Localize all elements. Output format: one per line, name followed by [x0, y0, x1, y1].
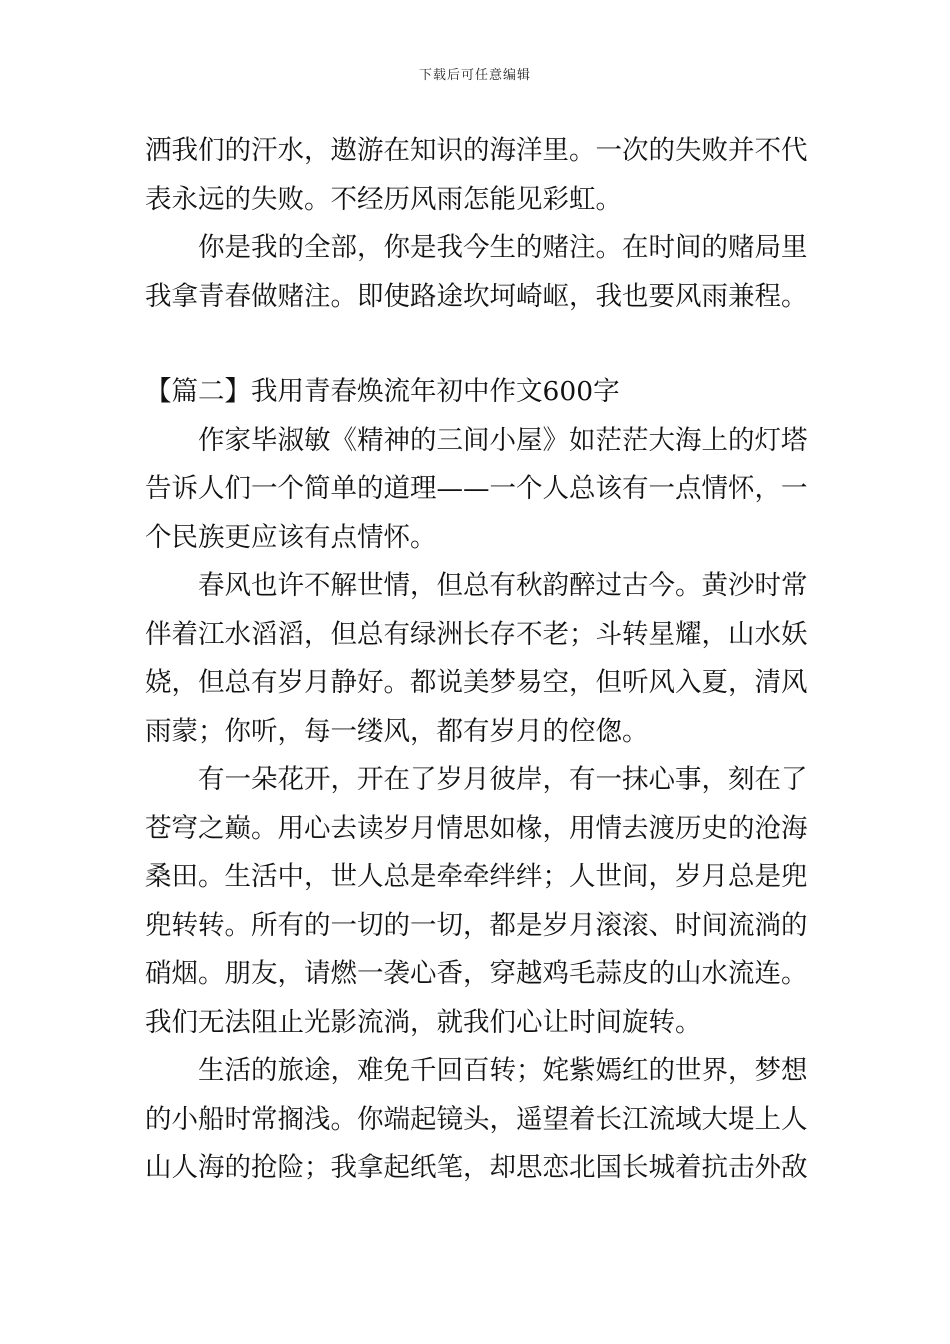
section-gap: [145, 321, 807, 368]
text-line: 作家毕淑敏《精神的三间小屋》如茫茫大海上的灯塔: [198, 424, 807, 456]
paragraph: [145, 224, 807, 321]
text-line: 苍穹之巅。用心去读岁月情思如椽，用情去渡历史的沧海: [145, 812, 807, 844]
paragraph: [145, 562, 807, 756]
text-line: 洒我们的汗水，遨游在知识的海洋里。一次的失败并不代: [145, 135, 807, 166]
text-line: 桑田。生活中，世人总是牵牵绊绊；人世间，岁月总是兜: [145, 861, 807, 892]
header-note: 下载后可任意编辑: [418, 68, 531, 83]
text-line: 娆，但总有岁月静好。都说美梦易空，但听风入夏，清风: [145, 667, 807, 698]
text-line: 告诉人们一个简单的道理——一个人总该有一点情怀，一: [145, 473, 807, 504]
text-line: 春风也许不解世情，但总有秋韵醉过古今。黄沙时常: [198, 570, 807, 601]
text-line: 我拿青春做赌注。即使路途坎坷崎岖，我也要风雨兼程。: [145, 280, 807, 312]
paragraph-continuation: [145, 127, 807, 224]
heading-line: 【篇二】我用青春焕流年初中作文600字: [145, 376, 620, 407]
text-line: 生活的旅途，难免千回百转；姹紫嫣红的世界，梦想: [198, 1055, 807, 1086]
paragraph: [145, 417, 807, 563]
text-line: 硝烟。朋友，请燃一袭心香，穿越鸡毛蒜皮的山水流连。: [145, 958, 807, 989]
text-line: 山人海的抢险；我拿起纸笔，却思恋北国长城着抗击外敌: [145, 1152, 807, 1183]
text-line: 表永远的失败。不经历风雨怎能见彩虹。: [145, 183, 622, 215]
text-line: 雨蒙；你听，每一缕风，都有岁月的倥偬。: [145, 715, 649, 747]
text-line: 我们无法阻止光影流淌，就我们心让时间旋转。: [145, 1006, 702, 1038]
text-line: 伴着江水滔滔，但总有绿洲长存不老；斗转星耀，山水妖: [145, 618, 807, 650]
document-body: [145, 127, 807, 1193]
paragraph: [145, 756, 807, 1047]
text-line: 你是我的全部，你是我今生的赌注。在时间的赌局里: [198, 232, 807, 263]
text-line: 兜转转。所有的一切的一切，都是岁月滚滚、时间流淌的: [145, 909, 807, 941]
section-heading: [145, 368, 807, 417]
text-line: 有一朵花开，开在了岁月彼岸，有一抹心事，刻在了: [198, 764, 807, 795]
text-line: 的小船时常搁浅。你端起镜头，遥望着长江流域大堤上人: [145, 1103, 807, 1135]
text-line: 个民族更应该有点情怀。: [145, 521, 437, 553]
paragraph: [145, 1047, 807, 1193]
